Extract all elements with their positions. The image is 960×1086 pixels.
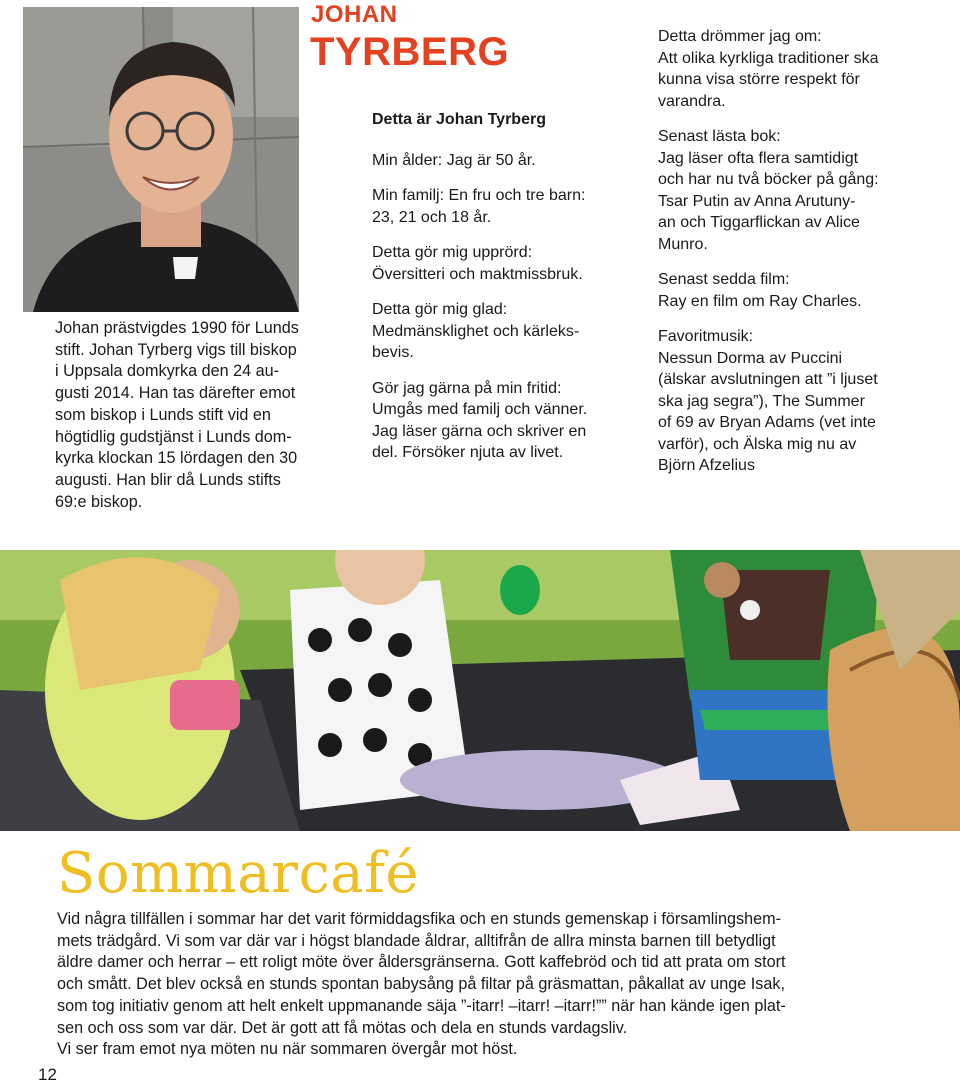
fact-line: bevis.	[372, 344, 414, 361]
fact-line: Munro.	[658, 235, 708, 253]
fact-age	[372, 150, 622, 172]
fact-line: (älskar avslutningen att ”i ljuset	[658, 371, 878, 388]
fact-line: Jag läser ofta flera samtidigt	[658, 149, 859, 167]
fact-line: Björn Afzelius	[658, 457, 755, 474]
person-last-name: TYRBERG	[310, 30, 510, 74]
profile-heading: Detta är Johan Tyrberg	[372, 111, 546, 128]
caption-line: gusti 2014. Han tas därefter emot	[55, 384, 296, 403]
fact-line: Detta gör mig glad:	[372, 301, 508, 318]
profile-facts-column	[372, 109, 622, 478]
page-number: 12	[38, 1065, 57, 1084]
body-line: som tog initiativ genom att helt enkelt uppmanande säja ”-itarr! –itarr! –itarr!”” när han kände igen plat-	[57, 996, 786, 1015]
section-title: Sommarcafé	[57, 841, 420, 906]
fact-line: varför), och Älska mig nu av	[658, 435, 857, 453]
fact-line: Nessun Dorma av Puccini	[658, 349, 843, 367]
fact-line: Att olika kyrkliga traditioner ska	[658, 49, 879, 67]
fact-line: Senast sedda film:	[658, 271, 790, 288]
fact-leisure	[372, 378, 622, 464]
section-body	[57, 909, 937, 1061]
fact-line: Favoritmusik:	[658, 328, 754, 345]
children-picnic-photo	[0, 550, 960, 831]
fact-line: Översitteri och maktmissbruk.	[372, 265, 583, 283]
fact-line: Min ålder: Jag är 50 år.	[372, 151, 536, 169]
fact-line: Jag läser gärna och skriver en	[372, 422, 587, 440]
caption-line: i Uppsala domkyrka den 24 au-	[55, 362, 280, 381]
portrait-caption	[55, 318, 300, 513]
body-line: Vi ser fram emot nya möten nu när sommaren övergår mot höst.	[57, 1040, 518, 1059]
caption-line: högtidlig gudstjänst i Lunds dom-	[55, 427, 292, 446]
body-line: sen och oss som var där. Det är gott att få mötas och dela en stunds vardagsliv.	[57, 1018, 628, 1037]
fact-line: Medmänsklighet och kärleks-	[372, 322, 580, 340]
fact-line: del. Försöker njuta av livet.	[372, 444, 564, 461]
fact-line: varandra.	[658, 92, 726, 110]
fact-line: och har nu två böcker på gång:	[658, 171, 879, 188]
fact-line: Umgås med familj och vänner.	[372, 401, 588, 418]
fact-line: Detta gör mig upprörd:	[372, 244, 533, 261]
caption-line: stift. Johan Tyrberg vigs till biskop	[55, 340, 297, 359]
fact-line: Tsar Putin av Anna Arutuny-	[658, 192, 856, 210]
fact-line: 23, 21 och 18 år.	[372, 208, 492, 226]
caption-line: som biskop i Lunds stift vid en	[55, 405, 271, 424]
fact-upset	[372, 242, 622, 285]
fact-film	[658, 269, 928, 312]
fact-book	[658, 126, 928, 255]
portrait-photo	[23, 7, 299, 312]
fact-line: Gör jag gärna på min fritid:	[372, 379, 562, 397]
fact-dream	[658, 26, 928, 112]
fact-line: kunna visa större respekt för	[658, 71, 860, 88]
body-line: mets trädgård. Vi som var där var i högst blandade åldrar, alltifrån de allra minsta barnen till betydligt	[57, 931, 776, 950]
caption-line: Johan prästvigdes 1990 för Lunds	[55, 319, 299, 337]
body-line: och smått. Det blev också en stunds spontan babysång på filtar på gräsmattan, påkallat av unge Isak,	[57, 975, 785, 994]
person-first-name: JOHAN	[311, 1, 398, 28]
profile-favorites-column	[658, 26, 928, 491]
caption-line: kyrka klockan 15 lördagen den 30	[55, 449, 298, 468]
fact-line: ska jag segra”), The Summer	[658, 392, 865, 410]
fact-line: Ray en film om Ray Charles.	[658, 292, 862, 310]
fact-line: Senast lästa bok:	[658, 128, 781, 145]
caption-line: augusti. Han blir då Lunds stifts	[55, 470, 281, 489]
fact-music	[658, 326, 928, 477]
body-line: äldre damer och herrar – ett roligt möte över åldersgränserna. Gott kaffebröd och tid att prata om stort	[57, 953, 786, 972]
fact-line: Min familj: En fru och tre barn:	[372, 187, 586, 204]
caption-line: 69:e biskop.	[55, 492, 143, 511]
fact-line: an och Tiggarflickan av Alice	[658, 214, 860, 231]
fact-line: of 69 av Bryan Adams (vet inte	[658, 414, 876, 431]
fact-line: Detta drömmer jag om:	[658, 28, 822, 45]
body-line: Vid några tillfällen i sommar har det varit förmiddagsfika och en stunds gemenskap i församlingshem-	[57, 910, 781, 928]
fact-family	[372, 185, 622, 228]
fact-happy	[372, 299, 622, 364]
